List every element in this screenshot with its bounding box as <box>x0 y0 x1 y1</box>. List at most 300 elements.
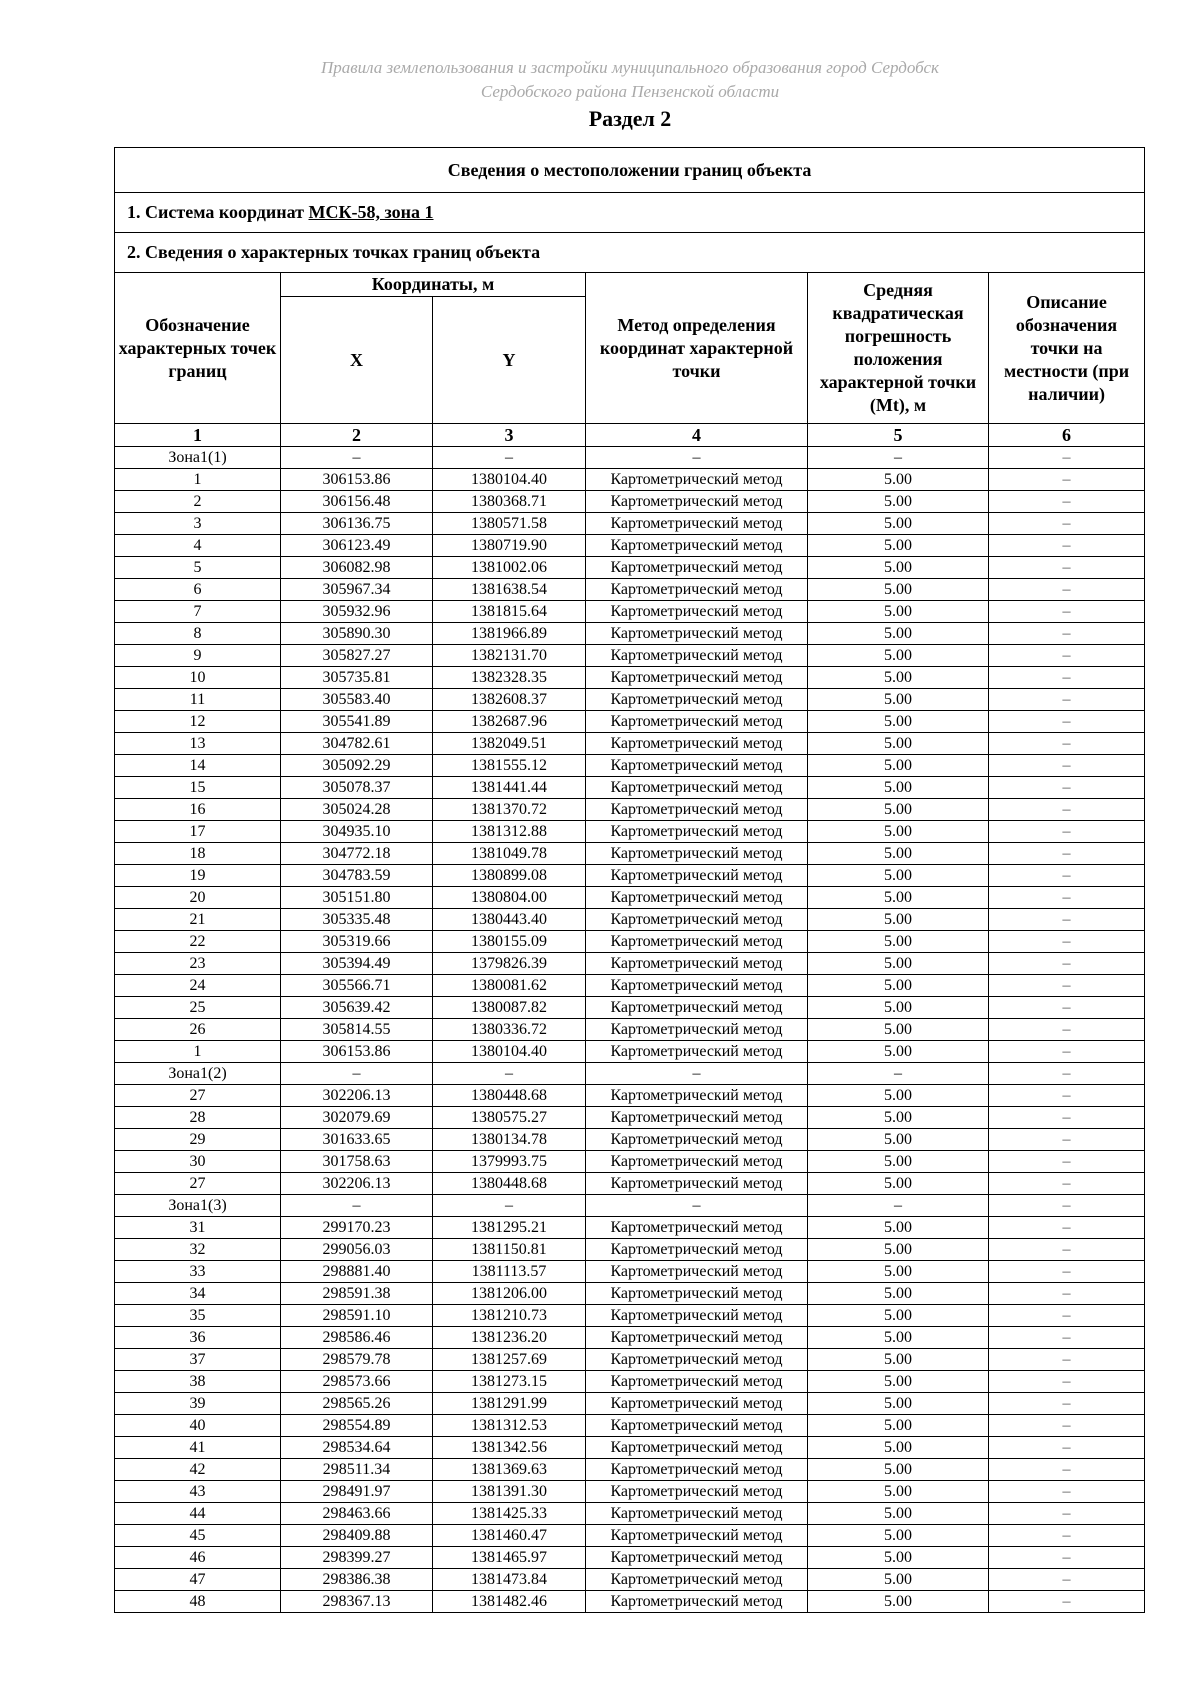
error-cell: 5.00 <box>808 777 989 799</box>
description-cell: – <box>989 997 1145 1019</box>
point-id-cell: Зона1(3) <box>115 1195 281 1217</box>
table-row <box>115 1349 1145 1371</box>
x-coord-cell: 298463.66 <box>281 1503 433 1525</box>
description-cell: – <box>989 733 1145 755</box>
method-cell: Картометрический метод <box>586 1107 808 1129</box>
description-cell: – <box>989 843 1145 865</box>
col-header-x: X <box>281 297 433 424</box>
table-row <box>115 1305 1145 1327</box>
point-id-cell: 16 <box>115 799 281 821</box>
y-coord-cell: 1380104.40 <box>433 469 586 491</box>
y-coord-cell: 1381425.33 <box>433 1503 586 1525</box>
x-coord-cell: 298565.26 <box>281 1393 433 1415</box>
table-row <box>115 1459 1145 1481</box>
x-coord-cell: 306153.86 <box>281 469 433 491</box>
table-row <box>115 953 1145 975</box>
description-cell: – <box>989 1327 1145 1349</box>
table-row <box>115 1195 1145 1217</box>
running-header-line-1: Правила землепользования и застройки муниципального образования город Сердобск <box>320 58 939 77</box>
error-cell: 5.00 <box>808 865 989 887</box>
method-cell: Картометрический метод <box>586 645 808 667</box>
table-row <box>115 1019 1145 1041</box>
x-coord-cell: 305024.28 <box>281 799 433 821</box>
method-cell: Картометрический метод <box>586 1459 808 1481</box>
x-coord-cell: 298591.38 <box>281 1283 433 1305</box>
error-cell: 5.00 <box>808 689 989 711</box>
description-cell: – <box>989 667 1145 689</box>
x-coord-cell: 298554.89 <box>281 1415 433 1437</box>
method-cell: Картометрический метод <box>586 975 808 997</box>
method-cell: Картометрический метод <box>586 755 808 777</box>
point-id-cell: 22 <box>115 931 281 953</box>
description-cell: – <box>989 1305 1145 1327</box>
section-title: Раздел 2 <box>588 106 672 131</box>
description-cell: – <box>989 953 1145 975</box>
x-coord-cell: 306153.86 <box>281 1041 433 1063</box>
method-cell: Картометрический метод <box>586 1371 808 1393</box>
method-cell: Картометрический метод <box>586 1261 808 1283</box>
point-id-cell: 9 <box>115 645 281 667</box>
method-cell: Картометрический метод <box>586 1239 808 1261</box>
table-row <box>115 447 1145 469</box>
y-coord-cell: 1381150.81 <box>433 1239 586 1261</box>
x-coord-cell: 306123.49 <box>281 535 433 557</box>
column-number: 3 <box>433 424 586 447</box>
y-coord-cell: 1381638.54 <box>433 579 586 601</box>
description-cell: – <box>989 579 1145 601</box>
point-id-cell: 29 <box>115 1129 281 1151</box>
x-coord-cell: 305827.27 <box>281 645 433 667</box>
table-row <box>115 1371 1145 1393</box>
y-coord-cell: 1381210.73 <box>433 1305 586 1327</box>
point-id-cell: 27 <box>115 1085 281 1107</box>
y-coord-cell: 1381555.12 <box>433 755 586 777</box>
description-cell: – <box>989 447 1145 469</box>
method-cell: Картометрический метод <box>586 799 808 821</box>
x-coord-cell: 305319.66 <box>281 931 433 953</box>
error-cell: 5.00 <box>808 1129 989 1151</box>
point-id-cell: 19 <box>115 865 281 887</box>
description-cell: – <box>989 1393 1145 1415</box>
x-coord-cell: 298881.40 <box>281 1261 433 1283</box>
method-cell: Картометрический метод <box>586 1569 808 1591</box>
point-id-cell: 20 <box>115 887 281 909</box>
method-cell: Картометрический метод <box>586 909 808 931</box>
y-coord-cell: 1380443.40 <box>433 909 586 931</box>
method-cell: Картометрический метод <box>586 953 808 975</box>
error-cell: 5.00 <box>808 491 989 513</box>
x-coord-cell: 298573.66 <box>281 1371 433 1393</box>
x-coord-cell: 298367.13 <box>281 1591 433 1613</box>
point-id-cell: 6 <box>115 579 281 601</box>
coord-system-cell <box>115 193 1145 233</box>
point-id-cell: 1 <box>115 469 281 491</box>
x-coord-cell: 305967.34 <box>281 579 433 601</box>
y-coord-cell: 1380081.62 <box>433 975 586 997</box>
points-heading: 2. Сведения о характерных точках границ объекта <box>115 233 1145 273</box>
point-id-cell: 21 <box>115 909 281 931</box>
point-id-cell: 7 <box>115 601 281 623</box>
description-cell: – <box>989 1371 1145 1393</box>
coord-system-row <box>115 193 1145 233</box>
error-cell: 5.00 <box>808 623 989 645</box>
y-coord-cell: 1380448.68 <box>433 1085 586 1107</box>
point-id-cell: 32 <box>115 1239 281 1261</box>
point-id-cell: 18 <box>115 843 281 865</box>
table-row <box>115 1569 1145 1591</box>
table-row <box>115 1481 1145 1503</box>
table-row <box>115 1217 1145 1239</box>
method-cell: Картометрический метод <box>586 733 808 755</box>
point-id-cell: 33 <box>115 1261 281 1283</box>
description-cell: – <box>989 1151 1145 1173</box>
y-coord-cell: 1381236.20 <box>433 1327 586 1349</box>
error-cell: 5.00 <box>808 1173 989 1195</box>
x-coord-cell: 305583.40 <box>281 689 433 711</box>
y-coord-cell: 1380575.27 <box>433 1107 586 1129</box>
point-id-cell: 38 <box>115 1371 281 1393</box>
table-row <box>115 1393 1145 1415</box>
error-cell: 5.00 <box>808 821 989 843</box>
method-cell: – <box>586 1195 808 1217</box>
method-cell: Картометрический метод <box>586 601 808 623</box>
method-cell: Картометрический метод <box>586 1481 808 1503</box>
x-coord-cell: 299170.23 <box>281 1217 433 1239</box>
method-cell: Картометрический метод <box>586 1305 808 1327</box>
error-cell: 5.00 <box>808 1217 989 1239</box>
x-coord-cell: 305932.96 <box>281 601 433 623</box>
x-coord-cell: 298586.46 <box>281 1327 433 1349</box>
y-coord-cell: 1381206.00 <box>433 1283 586 1305</box>
description-cell: – <box>989 623 1145 645</box>
method-cell: Картометрический метод <box>586 1437 808 1459</box>
y-coord-cell: 1380899.08 <box>433 865 586 887</box>
method-cell: Картометрический метод <box>586 711 808 733</box>
y-coord-cell: 1382131.70 <box>433 645 586 667</box>
table-row <box>115 909 1145 931</box>
method-cell: Картометрический метод <box>586 1019 808 1041</box>
x-coord-cell: 302206.13 <box>281 1173 433 1195</box>
x-coord-cell: 298409.88 <box>281 1525 433 1547</box>
method-cell: Картометрический метод <box>586 821 808 843</box>
error-cell: 5.00 <box>808 667 989 689</box>
x-coord-cell: 302206.13 <box>281 1085 433 1107</box>
column-number-row <box>115 424 1145 447</box>
error-cell: 5.00 <box>808 909 989 931</box>
point-id-cell: 36 <box>115 1327 281 1349</box>
error-cell: 5.00 <box>808 843 989 865</box>
point-id-cell: 35 <box>115 1305 281 1327</box>
table-row <box>115 623 1145 645</box>
point-id-cell: 39 <box>115 1393 281 1415</box>
error-cell: 5.00 <box>808 733 989 755</box>
description-cell: – <box>989 1085 1145 1107</box>
point-id-cell: 41 <box>115 1437 281 1459</box>
point-id-cell: 3 <box>115 513 281 535</box>
description-cell: – <box>989 1547 1145 1569</box>
method-cell: Картометрический метод <box>586 1085 808 1107</box>
column-number: 6 <box>989 424 1145 447</box>
table-row <box>115 491 1145 513</box>
point-id-cell: 2 <box>115 491 281 513</box>
description-cell: – <box>989 821 1145 843</box>
y-coord-cell: 1380804.00 <box>433 887 586 909</box>
error-cell: 5.00 <box>808 1327 989 1349</box>
error-cell: 5.00 <box>808 1151 989 1173</box>
table-row <box>115 469 1145 491</box>
method-cell: – <box>586 1063 808 1085</box>
y-coord-cell: 1379993.75 <box>433 1151 586 1173</box>
x-coord-cell: 305335.48 <box>281 909 433 931</box>
error-cell: 5.00 <box>808 469 989 491</box>
running-header-line-2: Сердобского района Пензенской области <box>480 82 780 101</box>
description-cell: – <box>989 865 1145 887</box>
description-cell: – <box>989 799 1145 821</box>
point-id-cell: 46 <box>115 1547 281 1569</box>
point-id-cell: 15 <box>115 777 281 799</box>
col-header-error <box>808 273 989 424</box>
error-cell: – <box>808 1195 989 1217</box>
col-header-y: Y <box>433 297 586 424</box>
table-row <box>115 843 1145 865</box>
x-coord-cell: 305639.42 <box>281 997 433 1019</box>
description-cell: – <box>989 1107 1145 1129</box>
table-row <box>115 601 1145 623</box>
error-cell: 5.00 <box>808 1569 989 1591</box>
y-coord-cell: 1380719.90 <box>433 535 586 557</box>
point-id-cell: 10 <box>115 667 281 689</box>
point-id-cell: 14 <box>115 755 281 777</box>
table-row <box>115 865 1145 887</box>
error-cell: 5.00 <box>808 1415 989 1437</box>
error-cell: 5.00 <box>808 535 989 557</box>
col-header-coords: Координаты, м <box>281 273 586 297</box>
method-cell: Картометрический метод <box>586 557 808 579</box>
table-row <box>115 777 1145 799</box>
table-row <box>115 1591 1145 1613</box>
method-cell: Картометрический метод <box>586 1327 808 1349</box>
table-row <box>115 1437 1145 1459</box>
error-cell: 5.00 <box>808 1041 989 1063</box>
col-header-method: Метод определения координат характерной точки <box>586 273 808 424</box>
description-cell: – <box>989 755 1145 777</box>
method-cell: Картометрический метод <box>586 1393 808 1415</box>
x-coord-cell: 305566.71 <box>281 975 433 997</box>
error-cell: 5.00 <box>808 1239 989 1261</box>
x-coord-cell: 298386.38 <box>281 1569 433 1591</box>
x-coord-cell: 304935.10 <box>281 821 433 843</box>
error-cell: – <box>808 447 989 469</box>
x-coord-cell: 298399.27 <box>281 1547 433 1569</box>
table-row <box>115 513 1145 535</box>
table-row <box>115 887 1145 909</box>
table-title: Сведения о местоположении границ объекта <box>115 148 1145 193</box>
description-cell: – <box>989 777 1145 799</box>
y-coord-cell: 1381273.15 <box>433 1371 586 1393</box>
error-cell: 5.00 <box>808 1525 989 1547</box>
method-cell: Картометрический метод <box>586 491 808 513</box>
description-cell: – <box>989 557 1145 579</box>
table-row <box>115 1151 1145 1173</box>
table-row <box>115 689 1145 711</box>
x-coord-cell: 305814.55 <box>281 1019 433 1041</box>
description-cell: – <box>989 1173 1145 1195</box>
y-coord-cell: 1380336.72 <box>433 1019 586 1041</box>
y-coord-cell: 1380368.71 <box>433 491 586 513</box>
table-row <box>115 535 1145 557</box>
col-header-designation: Обозначение характерных точек границ <box>115 273 281 424</box>
description-cell: – <box>989 1349 1145 1371</box>
error-cell: 5.00 <box>808 1393 989 1415</box>
column-number: 4 <box>586 424 808 447</box>
y-coord-cell: 1381342.56 <box>433 1437 586 1459</box>
description-cell: – <box>989 1063 1145 1085</box>
x-coord-cell: – <box>281 1195 433 1217</box>
error-cell: 5.00 <box>808 887 989 909</box>
error-cell: 5.00 <box>808 645 989 667</box>
error-cell: 5.00 <box>808 1459 989 1481</box>
method-cell: Картометрический метод <box>586 1525 808 1547</box>
description-cell: – <box>989 931 1145 953</box>
method-cell: Картометрический метод <box>586 1415 808 1437</box>
x-coord-cell: 305151.80 <box>281 887 433 909</box>
error-cell: – <box>808 1063 989 1085</box>
point-id-cell: 42 <box>115 1459 281 1481</box>
point-id-cell: 24 <box>115 975 281 997</box>
method-cell: Картометрический метод <box>586 1217 808 1239</box>
table-row <box>115 1525 1145 1547</box>
y-coord-cell: 1381370.72 <box>433 799 586 821</box>
y-coord-cell: 1381460.47 <box>433 1525 586 1547</box>
method-cell: Картометрический метод <box>586 1591 808 1613</box>
error-cell: 5.00 <box>808 513 989 535</box>
method-cell: Картометрический метод <box>586 1129 808 1151</box>
x-coord-cell: 305078.37 <box>281 777 433 799</box>
error-cell: 5.00 <box>808 953 989 975</box>
error-cell: 5.00 <box>808 711 989 733</box>
table-row <box>115 1063 1145 1085</box>
y-coord-cell: 1381002.06 <box>433 557 586 579</box>
description-cell: – <box>989 1195 1145 1217</box>
description-cell: – <box>989 1459 1145 1481</box>
description-cell: – <box>989 1239 1145 1261</box>
table-row <box>115 1107 1145 1129</box>
point-id-cell: 4 <box>115 535 281 557</box>
y-coord-cell: 1382328.35 <box>433 667 586 689</box>
y-coord-cell: 1381312.53 <box>433 1415 586 1437</box>
error-cell: 5.00 <box>808 1437 989 1459</box>
description-cell: – <box>989 1503 1145 1525</box>
point-id-cell: 8 <box>115 623 281 645</box>
point-id-cell: 43 <box>115 1481 281 1503</box>
y-coord-cell: 1380571.58 <box>433 513 586 535</box>
table-row <box>115 1261 1145 1283</box>
point-id-cell: 13 <box>115 733 281 755</box>
error-cell: 5.00 <box>808 755 989 777</box>
y-coord-cell: 1381312.88 <box>433 821 586 843</box>
point-id-cell: 34 <box>115 1283 281 1305</box>
description-cell: – <box>989 1591 1145 1613</box>
method-cell: Картометрический метод <box>586 469 808 491</box>
description-cell: – <box>989 1019 1145 1041</box>
error-cell: 5.00 <box>808 799 989 821</box>
y-coord-cell: 1382687.96 <box>433 711 586 733</box>
x-coord-cell: 305394.49 <box>281 953 433 975</box>
error-cell: 5.00 <box>808 1371 989 1393</box>
table-row <box>115 1503 1145 1525</box>
error-cell: 5.00 <box>808 975 989 997</box>
y-coord-cell: 1382049.51 <box>433 733 586 755</box>
description-cell: – <box>989 645 1145 667</box>
x-coord-cell: 302079.69 <box>281 1107 433 1129</box>
error-cell: 5.00 <box>808 601 989 623</box>
description-cell: – <box>989 909 1145 931</box>
method-cell: Картометрический метод <box>586 843 808 865</box>
y-coord-cell: 1381257.69 <box>433 1349 586 1371</box>
y-coord-cell: 1381049.78 <box>433 843 586 865</box>
y-coord-cell: 1381391.30 <box>433 1481 586 1503</box>
col-header-description: Описание обозначения точки на местности (при наличии) <box>989 273 1145 424</box>
point-id-cell: 26 <box>115 1019 281 1041</box>
y-coord-cell: 1381369.63 <box>433 1459 586 1481</box>
error-cell: 5.00 <box>808 931 989 953</box>
description-cell: – <box>989 1415 1145 1437</box>
table-row <box>115 1283 1145 1305</box>
method-cell: Картометрический метод <box>586 1173 808 1195</box>
column-number: 2 <box>281 424 433 447</box>
x-coord-cell: 298579.78 <box>281 1349 433 1371</box>
y-coord-cell: 1381295.21 <box>433 1217 586 1239</box>
method-cell: Картометрический метод <box>586 1349 808 1371</box>
table-row <box>115 997 1145 1019</box>
y-coord-cell: 1380087.82 <box>433 997 586 1019</box>
description-cell: – <box>989 887 1145 909</box>
x-coord-cell: 306082.98 <box>281 557 433 579</box>
point-id-cell: 48 <box>115 1591 281 1613</box>
method-cell: Картометрический метод <box>586 689 808 711</box>
point-id-cell: 31 <box>115 1217 281 1239</box>
method-cell: Картометрический метод <box>586 579 808 601</box>
method-cell: Картометрический метод <box>586 1503 808 1525</box>
error-cell: 5.00 <box>808 1547 989 1569</box>
error-cell: 5.00 <box>808 1261 989 1283</box>
method-cell: Картометрический метод <box>586 667 808 689</box>
method-cell: Картометрический метод <box>586 865 808 887</box>
table-row <box>115 1327 1145 1349</box>
y-coord-cell: 1379826.39 <box>433 953 586 975</box>
error-cell: 5.00 <box>808 1107 989 1129</box>
table-row <box>115 1085 1145 1107</box>
description-cell: – <box>989 513 1145 535</box>
y-coord-cell: 1380134.78 <box>433 1129 586 1151</box>
points-heading-row <box>115 233 1145 273</box>
coord-system-label: 1. Система координат <box>127 202 309 222</box>
table-row <box>115 931 1145 953</box>
y-coord-cell: 1380448.68 <box>433 1173 586 1195</box>
col-header-error-text: Средняя квадратическая погрешность положения характерной точки (Mt), м <box>819 280 977 415</box>
description-cell: – <box>989 1481 1145 1503</box>
column-number: 1 <box>115 424 281 447</box>
description-cell: – <box>989 1525 1145 1547</box>
method-cell: Картометрический метод <box>586 623 808 645</box>
x-coord-cell: 306156.48 <box>281 491 433 513</box>
method-cell: Картометрический метод <box>586 997 808 1019</box>
table-row <box>115 1415 1145 1437</box>
error-cell: 5.00 <box>808 1481 989 1503</box>
point-id-cell: 27 <box>115 1173 281 1195</box>
y-coord-cell: 1381815.64 <box>433 601 586 623</box>
point-id-cell: 44 <box>115 1503 281 1525</box>
